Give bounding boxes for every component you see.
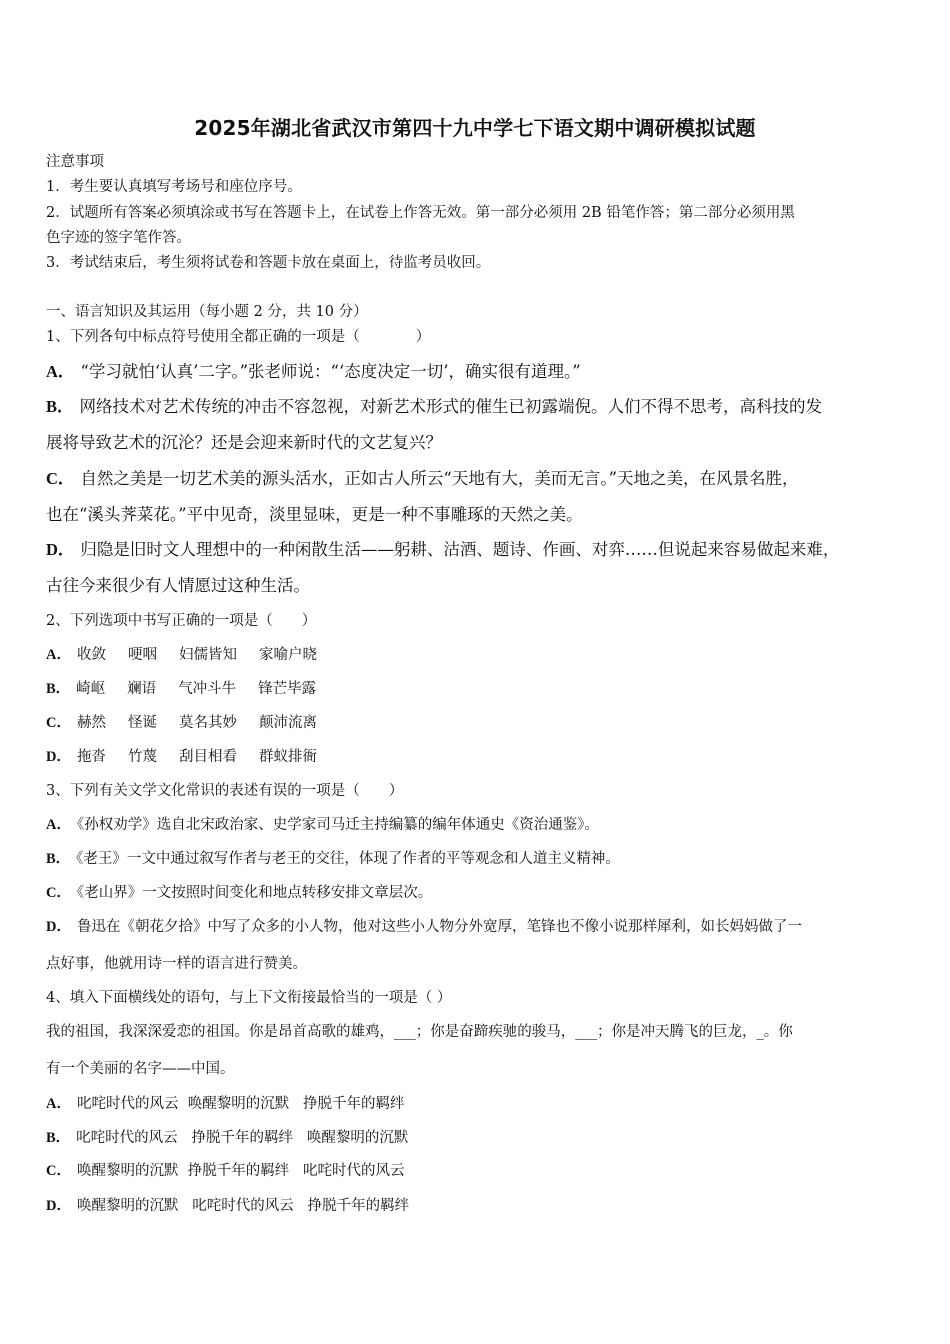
q1-option-c-cont: 也在“溪头荠菜花。”平中见奇，淡里显味，更是一种不事雕琢的天然之美。 bbox=[46, 505, 583, 524]
option-text: 归隐是旧时文人理想中的一种闲散生活——躬耕、沽酒、题诗、作画、对弈……但说起来容易做起来难， bbox=[80, 540, 840, 559]
option-label: D． bbox=[46, 1198, 71, 1214]
option-text: 叱咤时代的风云 挣脱千年的羁绊 唤醒黎明的沉默 bbox=[76, 1130, 409, 1146]
q1-option-d-cont: 古往今来很少有人情愿过这种生活。 bbox=[46, 576, 310, 595]
q2-stem: 2、下列选项中书写正确的一项是（ ） bbox=[46, 613, 317, 629]
option-text: 《老山界》一文按照时间变化和地点转移安排文章层次。 bbox=[76, 885, 433, 901]
q4-option-b bbox=[46, 1128, 408, 1148]
option-label: C． bbox=[46, 1163, 71, 1179]
word: 收敛 bbox=[76, 647, 106, 663]
q3-option-d bbox=[46, 917, 802, 937]
q1-option-a bbox=[46, 362, 581, 382]
option-label: C． bbox=[46, 885, 71, 901]
option-label: C． bbox=[46, 469, 75, 488]
option-text: 自然之美是一切艺术美的源头活水，正如古人所云“天地有大，美而无言。”天地之美，在风景名胜， bbox=[80, 469, 799, 488]
option-label: D． bbox=[46, 749, 71, 765]
option-label: A． bbox=[46, 362, 75, 381]
word: 家喻户晓 bbox=[258, 647, 317, 663]
q3-stem: 3、下列有关文学文化常识的表述有误的一项是（ ） bbox=[46, 783, 404, 799]
option-text: 鲁迅在《朝花夕拾》中写了众多的小人物，他对这些小人物分外宽厚，笔锋也不像小说那样犀利，如长妈妈做了一 bbox=[76, 919, 802, 935]
option-text: 唤醒黎明的沉默 叱咤时代的风云 挣脱千年的羁绊 bbox=[76, 1198, 410, 1214]
q1-stem-text: 1、下列各句中标点符号使用全都正确的一项是（ bbox=[46, 329, 360, 345]
word: 怪诞 bbox=[127, 715, 157, 731]
option-text: 叱咤时代的风云 唤醒黎明的沉默 挣脱千年的羁绊 bbox=[76, 1096, 405, 1112]
notice-heading: 注意事项 bbox=[46, 154, 104, 170]
notice-item-2-cont: 色字迹的签字笔作答。 bbox=[46, 230, 191, 246]
page-title: 2025年湖北省武汉市第四十九中学七下语文期中调研模拟试题 bbox=[194, 116, 756, 140]
q4-passage: 我的祖国，我深深爱恋的祖国。你是昂首高歌的雄鸡，___；你是奋蹄疾驰的骏马，___；你是冲天腾飞的巨龙，_。你 bbox=[46, 1024, 793, 1040]
q3-option-a bbox=[46, 815, 599, 835]
q1-option-d bbox=[46, 540, 839, 560]
section-heading: 一、语言知识及其运用（每小题 2 分，共 10 分） bbox=[46, 304, 368, 320]
word: 哽咽 bbox=[127, 647, 157, 663]
option-text: “学习就怕‘认真’二字。”张老师说：“‘态度决定一切’，确实很有道理。” bbox=[80, 362, 581, 381]
word: 锋芒毕露 bbox=[258, 681, 317, 697]
word: 刮目相看 bbox=[178, 749, 237, 765]
q3-option-c bbox=[46, 883, 432, 903]
option-label: D． bbox=[46, 919, 71, 935]
option-label: A． bbox=[46, 1096, 71, 1112]
word: 颠沛流离 bbox=[258, 715, 317, 731]
option-text: 《老王》一文中通过叙写作者与老王的交往，体现了作者的平等观念和人道主义精神。 bbox=[76, 851, 620, 867]
notice-item-1: 1．考生要认真填写考场号和座位序号。 bbox=[46, 179, 302, 195]
q1-option-b-cont: 展将导致艺术的沉沦？还是会迎来新时代的文艺复兴？ bbox=[46, 433, 442, 452]
q3-option-b bbox=[46, 849, 620, 869]
q2-option-b bbox=[46, 679, 338, 699]
q4-option-a bbox=[46, 1094, 405, 1114]
q3-option-d-cont: 点好事，他就用诗一样的语言进行赞美。 bbox=[46, 956, 307, 972]
q4-stem: 4、填入下面横线处的语句，与上下文衔接最恰当的一项是（ ） bbox=[46, 990, 452, 1006]
option-label: B． bbox=[46, 1130, 71, 1146]
q4-option-c bbox=[46, 1161, 405, 1181]
word: 妇儒皆知 bbox=[178, 647, 237, 663]
option-label: A． bbox=[46, 817, 71, 833]
option-label: C． bbox=[46, 715, 71, 731]
word: 拖沓 bbox=[76, 749, 106, 765]
q2-option-c bbox=[46, 713, 339, 733]
option-label: B． bbox=[46, 397, 74, 416]
q1-option-b bbox=[46, 397, 822, 417]
option-label: B． bbox=[46, 851, 71, 867]
q1-stem-end: ） bbox=[415, 329, 431, 345]
option-text: 唤醒黎明的沉默 挣脱千年的羁绊 叱咤时代的风云 bbox=[76, 1163, 405, 1179]
q1-option-c bbox=[46, 469, 799, 489]
word: 斓语 bbox=[127, 681, 157, 697]
q4-passage-cont: 有一个美丽的名字——中国。 bbox=[46, 1061, 235, 1077]
q4-option-d bbox=[46, 1196, 409, 1216]
option-label: D． bbox=[46, 540, 75, 559]
word: 竹蔑 bbox=[127, 749, 157, 765]
word: 赫然 bbox=[76, 715, 106, 731]
notice-item-3: 3．考试结束后，考生须将试卷和答题卡放在桌面上，待监考员收回。 bbox=[46, 255, 491, 271]
word: 群蚁排衙 bbox=[258, 749, 317, 765]
option-text: 网络技术对艺术传统的冲击不容忽视，对新艺术形式的催生已初露端倪。人们不得不思考，高科技的发 bbox=[79, 397, 823, 416]
option-text: 《孙权劝学》选自北宋政治家、史学家司马迁主持编纂的编年体通史《资治通鉴》。 bbox=[76, 817, 599, 833]
word: 莫名其妙 bbox=[178, 715, 237, 731]
option-label: B． bbox=[46, 681, 71, 697]
option-label: A． bbox=[46, 647, 71, 663]
notice-item-2: 2．试题所有答案必须填涂或书写在答题卡上，在试卷上作答无效。第一部分必须用 2B 铅笔作答；第二部分必须用黑 bbox=[46, 205, 795, 221]
q2-option-a bbox=[46, 645, 339, 665]
word: 崎岖 bbox=[76, 681, 106, 697]
q1-stem bbox=[46, 327, 430, 347]
q2-option-d bbox=[46, 747, 339, 767]
word: 气冲斗牛 bbox=[178, 681, 237, 697]
